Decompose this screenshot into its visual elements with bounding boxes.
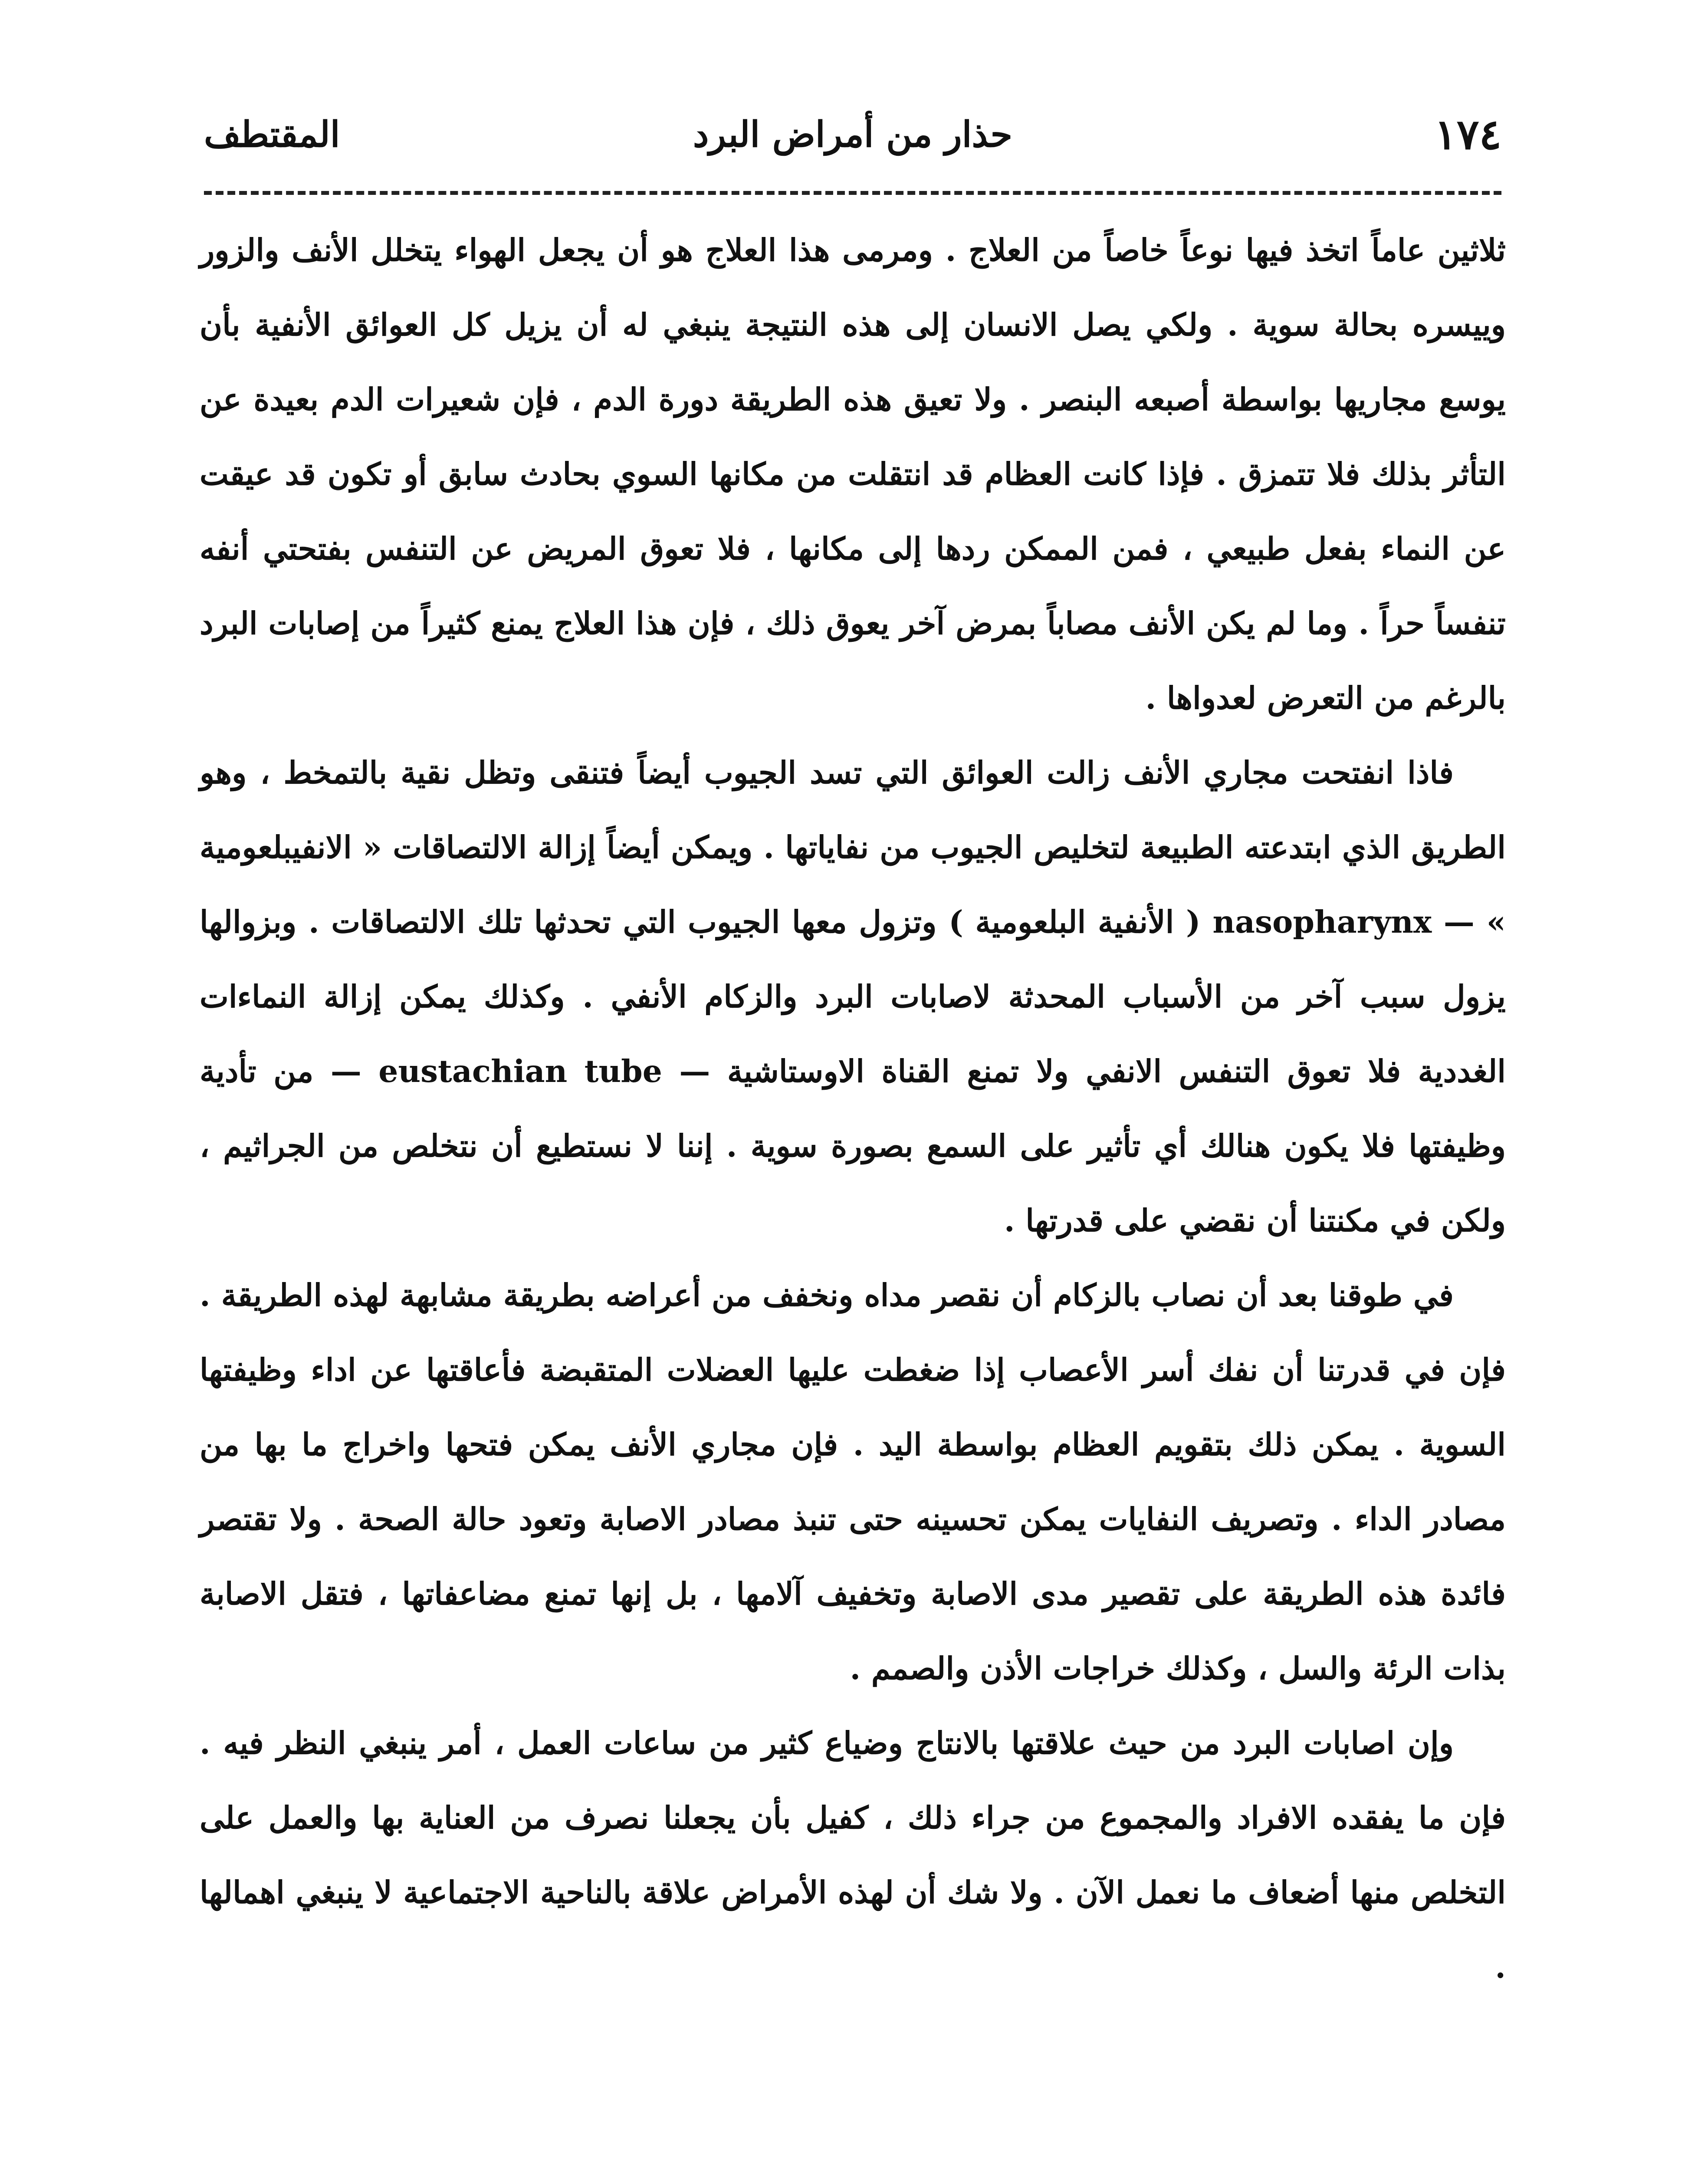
journal-name: المقتطف (204, 114, 340, 155)
article-body (200, 213, 1506, 2170)
paragraph-2: فاذا انفتحت مجاري الأنف زالت العوائق التي تسد الجيوب أيضاً فتنقى وتظل نقية بالتمخط ، وهو الطريق الذي ابتدعته الطبيعة لتخليص الجيوب من نفاياتها . ويمكن أيضاً إزالة الالتصاقات « الانفيبلعومية » — nasopharynx ( الأنفية البلعومية ) وتزول معها الجيوب التي تحدثها تلك الالتصاقات . وبزوالها يزول سبب آخر من الأسباب المحدثة لاصابات البرد والزكام الأنفي . وكذلك يمكن إزالة النماءات الغددية فلا تعوق التنفس الانفي ولا تمنع القناة الاوستاشية — eustachian tube — من تأدية وظيفتها فلا يكون هنالك أي تأثير على السمع بصورة سوية . إننا لا نستطيع أن نتخلص من الجراثيم ، ولكن في مكنتنا أن نقضي على قدرتها . (200, 754, 1506, 1239)
page-number: ١٧٤ (1434, 110, 1501, 159)
page-header (204, 100, 1501, 182)
paragraph-1: ثلاثين عاماً اتخذ فيها نوعاً خاصاً من العلاج . ومرمى هذا العلاج هو أن يجعل الهواء يتخلل الأنف والزور وييسره بحالة سوية . ولكي يصل الانسان إلى هذه النتيجة ينبغي له أن يزيل كل العوائق الأنفية بأن يوسع مجاريها بواسطة أصبعه البنصر . ولا تعيق هذه الطريقة دورة الدم ، فإن شعيرات الدم بعيدة عن التأثر بذلك فلا تتمزق . فإذا كانت العظام قد انتقلت من مكانها السوي بحادث سابق أو تكون قد عيقت عن النماء بفعل طبيعي ، فمن الممكن ردها إلى مكانها ، فلا تعوق المريض عن التنفس بفتحتي أنفه تنفساً حراً . وما لم يكن الأنف مصاباً بمرض آخر يعوق ذلك ، فإن هذا العلاج يمنع كثيراً من إصابات البرد بالرغم من التعرض لعدواها . (200, 232, 1506, 716)
running-title: حذار من أمراض البرد (693, 114, 1013, 155)
paragraph-3: في طوقنا بعد أن نصاب بالزكام أن نقصر مداه ونخفف من أعراضه بطريقة مشابهة لهذه الطريقة . فإن في قدرتنا أن نفك أسر الأعصاب إذا ضغطت عليها العضلات المتقبضة فأعاقتها عن اداء وظيفتها السوية . يمكن ذلك بتقويم العظام بواسطة اليد . فإن مجاري الأنف يمكن فتحها واخراج ما بها من مصادر الداء . وتصريف النفايات يمكن تحسينه حتى تنبذ مصادر الاصابة وتعود حالة الصحة . ولا تقتصر فائدة هذه الطريقة على تقصير مدى الاصابة وتخفيف آلامها ، بل إنها تمنع مضاعفاتها ، فتقل الاصابة بذات الرئة والسل ، وكذلك خراجات الأذن والصمم . (200, 1277, 1506, 1687)
header-divider (204, 191, 1501, 195)
paragraph-4: وإن اصابات البرد من حيث علاقتها بالانتاج وضياع كثير من ساعات العمل ، أمر ينبغي النظر فيه . فإن ما يفقده الافراد والمجموع من جراء ذلك ، كفيل بأن يجعلنا نصرف من العناية بها والعمل على التخلص منها أضعاف ما نعمل الآن . ولا شك أن لهذه الأمراض علاقة بالناحية الاجتماعية لا ينبغي اهمالها . (200, 1725, 1506, 1985)
